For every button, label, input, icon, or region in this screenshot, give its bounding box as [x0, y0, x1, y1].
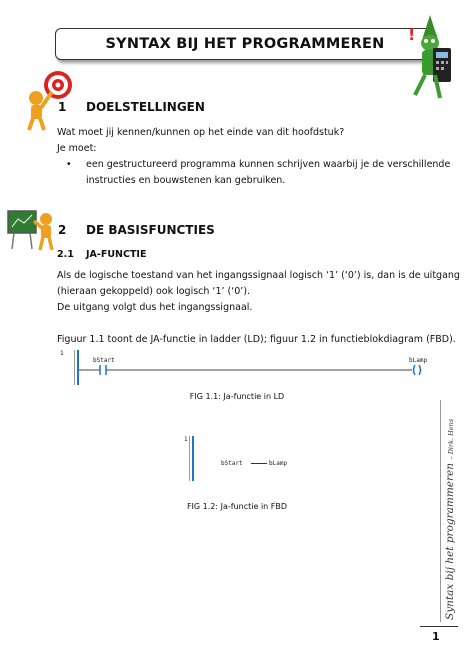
- fig2-caption: FIG 1.2: Ja-functie in FBD: [186, 502, 288, 511]
- section2-number: 2: [58, 223, 67, 237]
- target-figure-icon: [20, 68, 75, 133]
- subsection-heading: JA-FUNCTIE: [86, 249, 147, 260]
- sidebar-author: – Dirk. Hens: [447, 418, 455, 460]
- page-number: 1: [432, 630, 440, 643]
- ladder-rung: [79, 363, 432, 377]
- left-margin-line: [74, 350, 75, 385]
- chalkboard-figure-icon: [6, 205, 61, 255]
- subsection-number: 2.1: [57, 249, 74, 260]
- fig1-caption: FIG 1.1: Ja-functie in LD: [189, 392, 285, 401]
- contact-label: bStart: [93, 357, 115, 364]
- sidebar-divider: [440, 400, 441, 622]
- bullet-dot: •: [66, 159, 72, 170]
- page-number-rule: [420, 626, 458, 627]
- fbd-output-label: bLamp: [269, 460, 288, 467]
- sidebar-title: [444, 419, 456, 620]
- fbd-rung-number: 1: [184, 436, 188, 443]
- paragraph-line3: De uitgang volgt dus het ingangssignaal.: [57, 302, 253, 313]
- ladder-diagram: [60, 350, 432, 385]
- bullet-line1: een gestructureerd programma kunnen schrijven waarbij je de verschillende: [86, 159, 451, 170]
- fbd-connection: [251, 463, 267, 464]
- rung-number: 1: [60, 350, 64, 357]
- paragraph-line1: Als de logische toestand van het ingangssignaal logisch ‘1’ (‘0’) is, dan is de uitgang: [57, 270, 460, 281]
- section1-number: 1: [58, 100, 67, 114]
- page-title: SYNTAX BIJ HET PROGRAMMEREN: [55, 28, 435, 60]
- section1-intro2: Je moet:: [57, 143, 97, 154]
- paragraph-line2: (hieraan gekoppeld) ook logisch ‘1’ (‘0’).: [57, 286, 251, 297]
- fbd-diagram: [184, 436, 314, 481]
- fbd-input-label: bStart: [221, 460, 243, 467]
- section1-intro: Wat moet jij kennen/kunnen op het einde van dit hoofdstuk?: [57, 127, 345, 138]
- sidebar-text: Syntax bij het programmeren: [444, 462, 456, 620]
- fbd-rail: [192, 436, 194, 481]
- mascot-remote-icon: [400, 10, 470, 105]
- figure-intro: Figuur 1.1 toont de JA-functie in ladder (LD); figuur 1.2 in functieblokdiagram (FBD).: [57, 334, 456, 345]
- section1-heading: DOELSTELLINGEN: [86, 100, 205, 114]
- coil-label: bLamp: [409, 357, 428, 364]
- fbd-margin-line: [189, 436, 190, 481]
- bullet-line2: instructies en bouwstenen kan gebruiken.: [86, 175, 286, 186]
- section2-heading: DE BASISFUNCTIES: [86, 223, 215, 237]
- svg-text:!: !: [408, 25, 416, 44]
